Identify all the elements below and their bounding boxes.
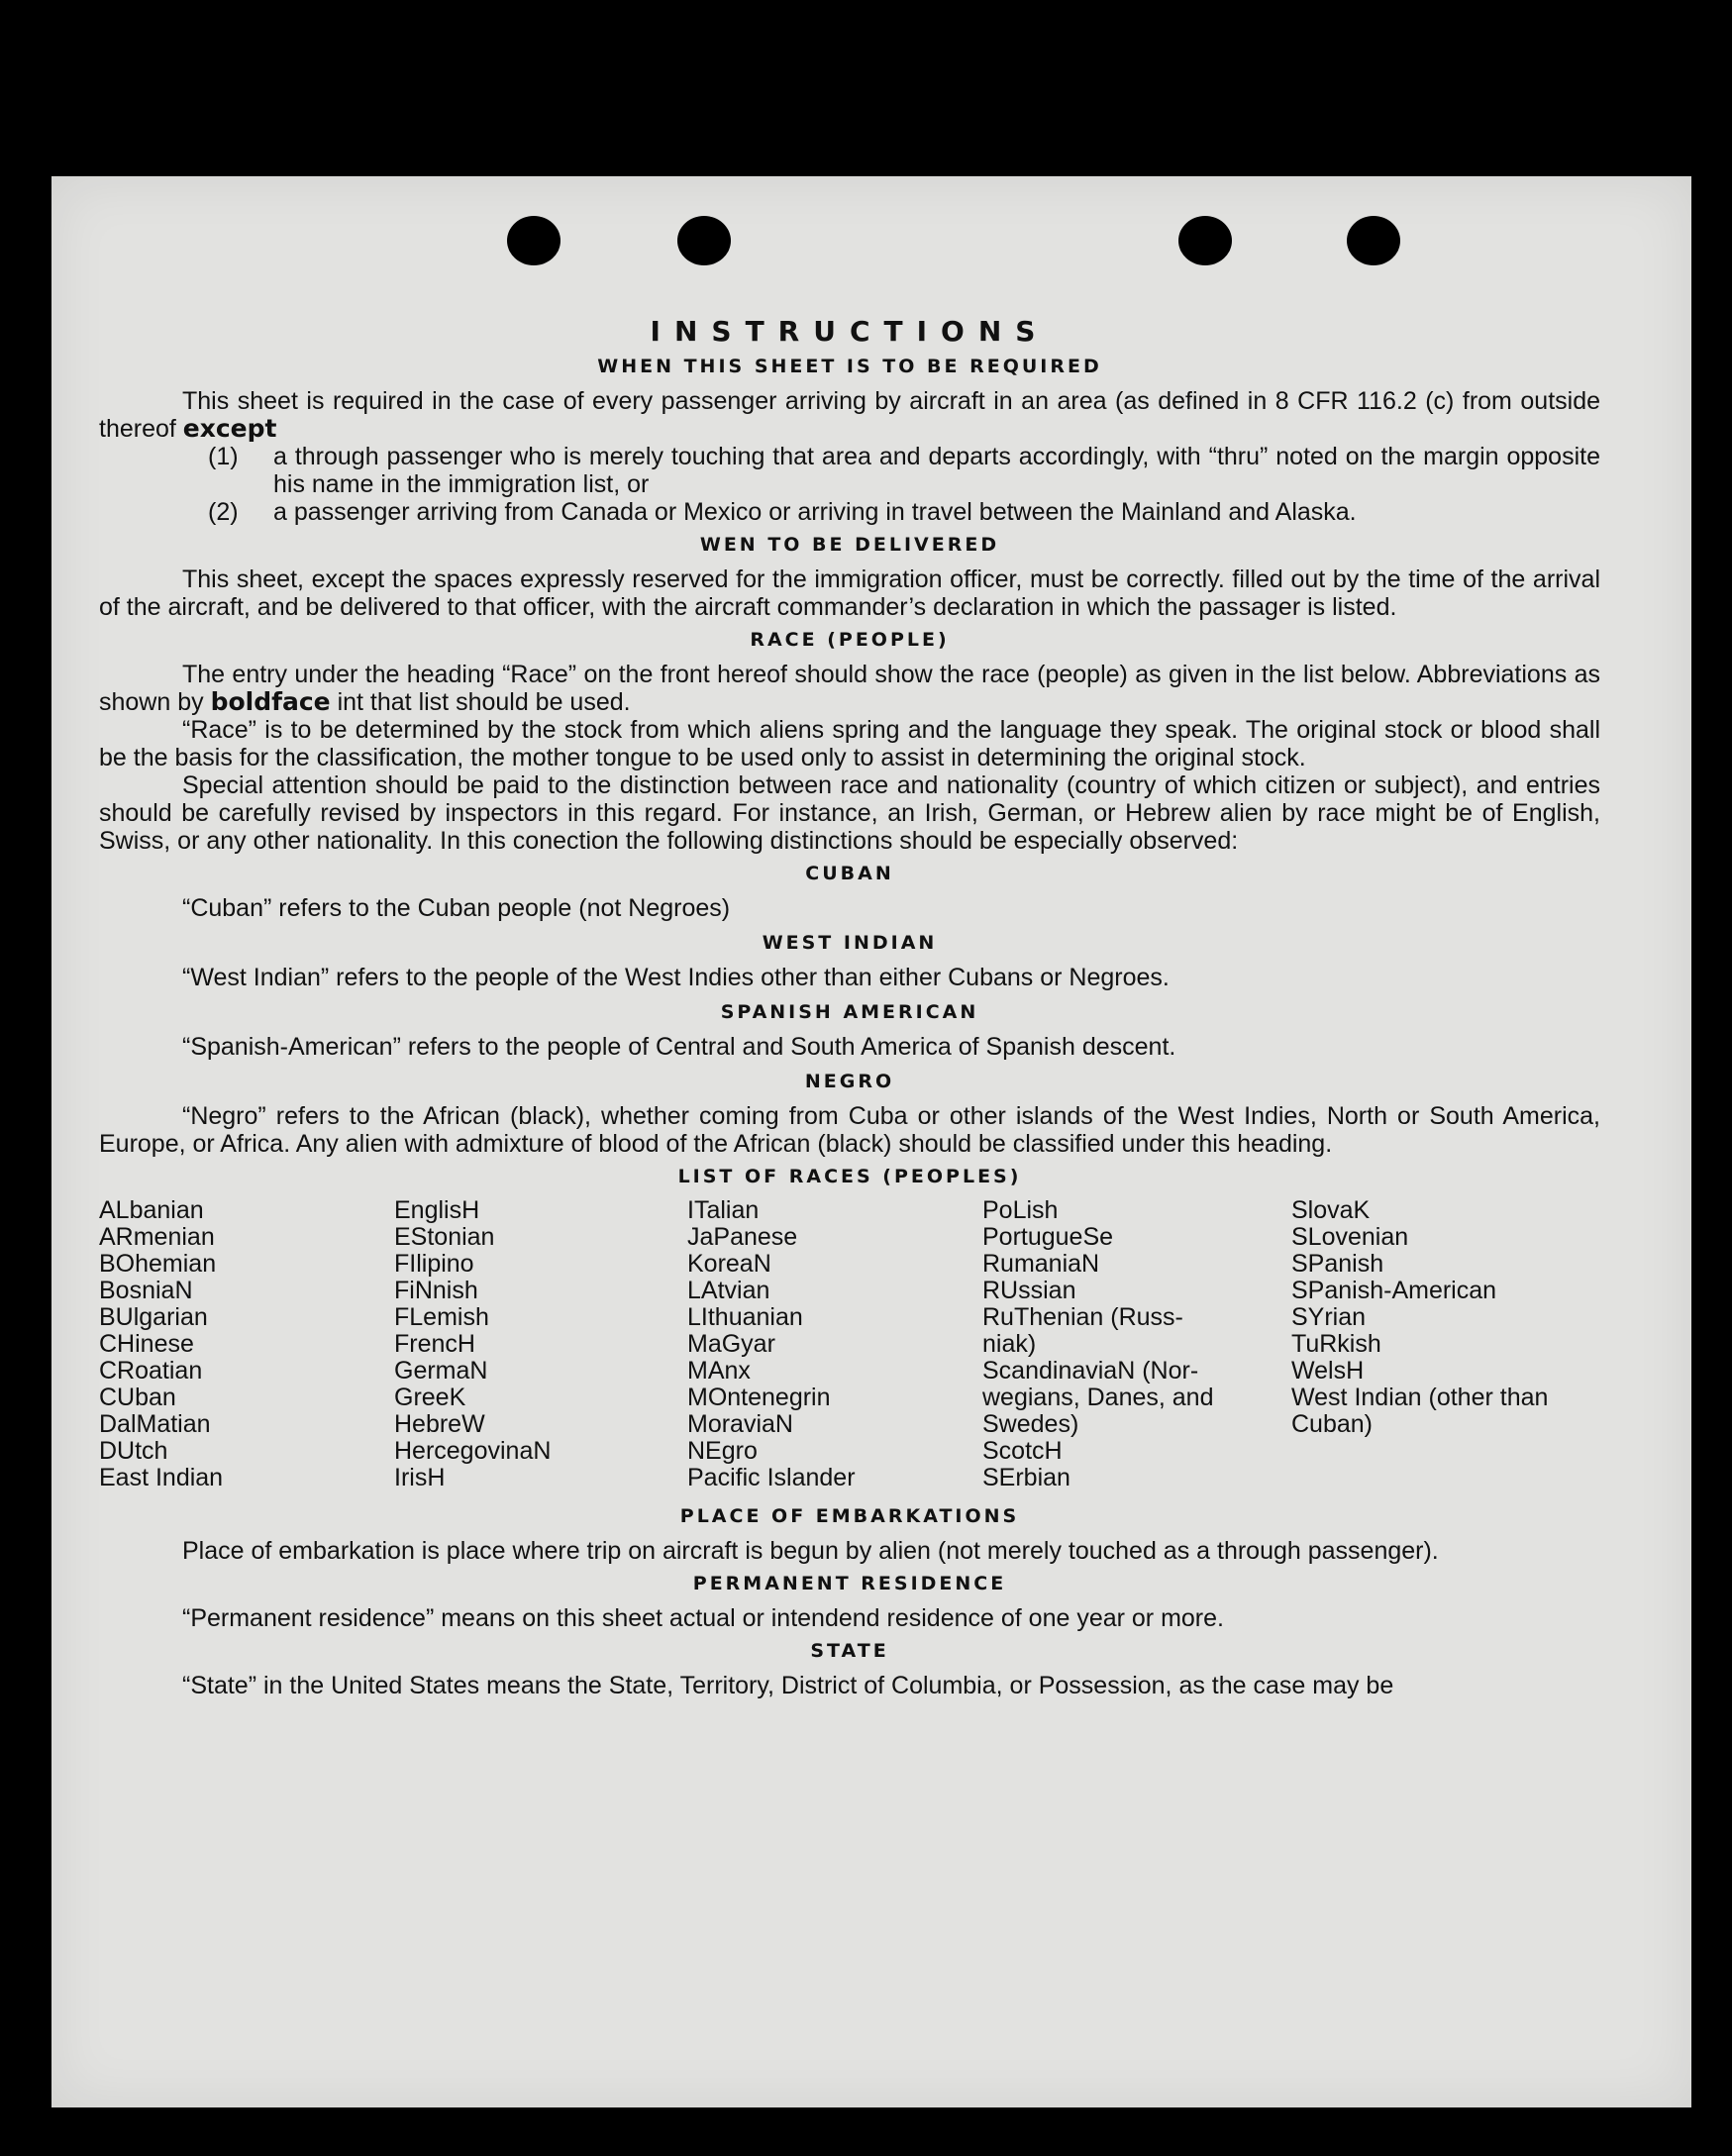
residence-text: “Permanent residence” means on this sheet actual or intendend residence of one year or more. xyxy=(182,1604,1224,1632)
heading-delivered: WEN TO BE DELIVERED xyxy=(699,534,1000,556)
list-item: DUtch xyxy=(99,1437,168,1465)
list-item: LAtvian xyxy=(687,1277,770,1304)
page-title: INSTRUCTIONS xyxy=(650,315,1050,348)
heading-permanent-residence: PERMANENT RESIDENCE xyxy=(692,1573,1007,1594)
required-item: (2) a passenger arriving from Canada or Mexico or arriving in travel between the Mainland and Alaska. xyxy=(208,498,1357,526)
negro-text: “Negro” refers to the African (black), whether coming from Cuba or other islands of the West Indies, North or South America, Europe, or Africa. Any alien with admixture of blood of the African (black) should be classified under this heading. xyxy=(99,1102,1600,1158)
list-item: CUban xyxy=(99,1384,176,1411)
heading-spanish-american: SPANISH AMERICAN xyxy=(720,1001,979,1023)
races-column xyxy=(394,1197,687,1491)
races-column xyxy=(99,1197,394,1491)
list-item: ITalian xyxy=(687,1196,760,1224)
heading-required: WHEN THIS SHEET IS TO BE REQUIRED xyxy=(597,356,1102,377)
west-indian-text: “West Indian” refers to the people of the West Indies other than either Cubans or Negroes. xyxy=(182,964,1170,991)
list-item: ARmenian xyxy=(99,1223,215,1251)
heading-embarkation: PLACE OF EMBARKATIONS xyxy=(679,1505,1020,1527)
list-item: BOhemian xyxy=(99,1250,217,1278)
punch-hole xyxy=(677,216,731,265)
race-paragraph-2: “Race” is to be determined by the stock from which aliens spring and the language they speak. The original stock or blood shall be the basis for the classification, the mother tongue to be used only to assist in determining the original stock. xyxy=(99,716,1600,771)
list-item: JaPanese xyxy=(687,1223,798,1251)
list-item: ScandinaviaN (Nor-wegians, Danes, and Swedes) xyxy=(982,1357,1214,1438)
list-item: FIlipino xyxy=(394,1250,474,1278)
list-item: RUssian xyxy=(982,1277,1076,1304)
list-item: HercegovinaN xyxy=(394,1437,552,1465)
spanish-american-text: “Spanish-American” refers to the people of Central and South America of Spanish descent. xyxy=(182,1033,1176,1061)
list-item: ALbanian xyxy=(99,1196,204,1224)
list-item: LIthuanian xyxy=(687,1303,803,1331)
list-item: CHinese xyxy=(99,1330,194,1358)
list-item: SYrian xyxy=(1291,1303,1367,1331)
list-item: TuRkish xyxy=(1291,1330,1381,1358)
list-item: SPanish-American xyxy=(1291,1277,1497,1304)
embarkation-text: Place of embarkation is place where trip on aircraft is begun by alien (not merely touched as a through passenger). xyxy=(182,1537,1439,1565)
list-item: SLovenian xyxy=(1291,1223,1409,1251)
state-text: “State” in the United States means the State, Territory, District of Columbia, or Possession, as the case may be xyxy=(182,1672,1394,1699)
list-item: GermaN xyxy=(394,1357,488,1385)
punch-hole xyxy=(1178,216,1232,265)
required-intro: This sheet is required in the case of every passenger arriving by aircraft in an area (as defined in 8 CFR 116.2 (c) from outside thereof except xyxy=(99,387,1600,443)
heading-race: RACE (PEOPLE) xyxy=(750,629,950,651)
race-paragraph-1: The entry under the heading “Race” on the front hereof should show the race (people) as given in the list below. Abbreviations as shown by boldface int that list should be used. xyxy=(99,661,1600,716)
heading-list-of-races: LIST OF RACES (PEOPLES) xyxy=(677,1166,1022,1187)
list-item: RumaniaN xyxy=(982,1250,1100,1278)
cuban-text: “Cuban” refers to the Cuban people (not Negroes) xyxy=(182,894,731,922)
list-item: ScotcH xyxy=(982,1437,1063,1465)
heading-negro: NEGRO xyxy=(804,1071,895,1092)
list-item: SErbian xyxy=(982,1464,1070,1491)
list-item: Pacific Islander xyxy=(687,1464,856,1491)
required-item: (1) a through passenger who is merely touching that area and departs accordingly, with “thru” noted on the margin opposite his name in the immigration list, or xyxy=(208,443,1600,498)
heading-cuban: CUBAN xyxy=(805,863,894,884)
races-column xyxy=(982,1197,1291,1491)
list-item: DalMatian xyxy=(99,1410,211,1438)
list-item: FLemish xyxy=(394,1303,489,1331)
instructions-content xyxy=(99,315,1600,1699)
list-item: SlovaK xyxy=(1291,1196,1371,1224)
punch-hole xyxy=(1347,216,1400,265)
list-item: BUlgarian xyxy=(99,1303,208,1331)
list-item: East Indian xyxy=(99,1464,224,1491)
list-item: BosniaN xyxy=(99,1277,193,1304)
list-item: FiNnish xyxy=(394,1277,478,1304)
list-item: RuThenian (Russ-niak) xyxy=(982,1303,1183,1358)
heading-west-indian: WEST INDIAN xyxy=(762,932,938,954)
races-list xyxy=(99,1197,1600,1491)
list-item: SPanish xyxy=(1291,1250,1384,1278)
list-item: GreeK xyxy=(394,1384,466,1411)
race-paragraph-3: Special attention should be paid to the distinction between race and nationality (country of which citizen or subject), and entries should be carefully revised by inspectors in this regard. For instance, an Irish, German, or Hebrew alien by race might be of English, Swiss, or any other nationality. In this conection the following distinctions should be especially observed: xyxy=(99,771,1600,855)
delivered-text: This sheet, except the spaces expressly reserved for the immigration officer, must be correctly. filled out by the time of the arrival of the aircraft, and be delivered to that officer, with the aircraft commander’s declaration in which the passager is listed. xyxy=(99,565,1600,621)
list-item: MAnx xyxy=(687,1357,751,1385)
punch-hole xyxy=(507,216,560,265)
document-sheet xyxy=(51,176,1691,2107)
list-item: MaGyar xyxy=(687,1330,775,1358)
heading-state: STATE xyxy=(810,1640,889,1662)
list-item: CRoatian xyxy=(99,1357,203,1385)
list-item: WelsH xyxy=(1291,1357,1365,1385)
list-item: MOntenegrin xyxy=(687,1384,831,1411)
list-item: MoraviaN xyxy=(687,1410,793,1438)
list-item: IrisH xyxy=(394,1464,446,1491)
list-item: EnglisH xyxy=(394,1196,480,1224)
list-item: PoLish xyxy=(982,1196,1059,1224)
list-item: NEgro xyxy=(687,1437,758,1465)
races-column xyxy=(687,1197,982,1491)
list-item: HebreW xyxy=(394,1410,485,1438)
races-column xyxy=(1291,1197,1579,1491)
list-item: FrencH xyxy=(394,1330,475,1358)
list-item: EStonian xyxy=(394,1223,495,1251)
list-item: West Indian (other than Cuban) xyxy=(1291,1384,1549,1438)
list-item: PortugueSe xyxy=(982,1223,1114,1251)
list-item: KoreaN xyxy=(687,1250,771,1278)
